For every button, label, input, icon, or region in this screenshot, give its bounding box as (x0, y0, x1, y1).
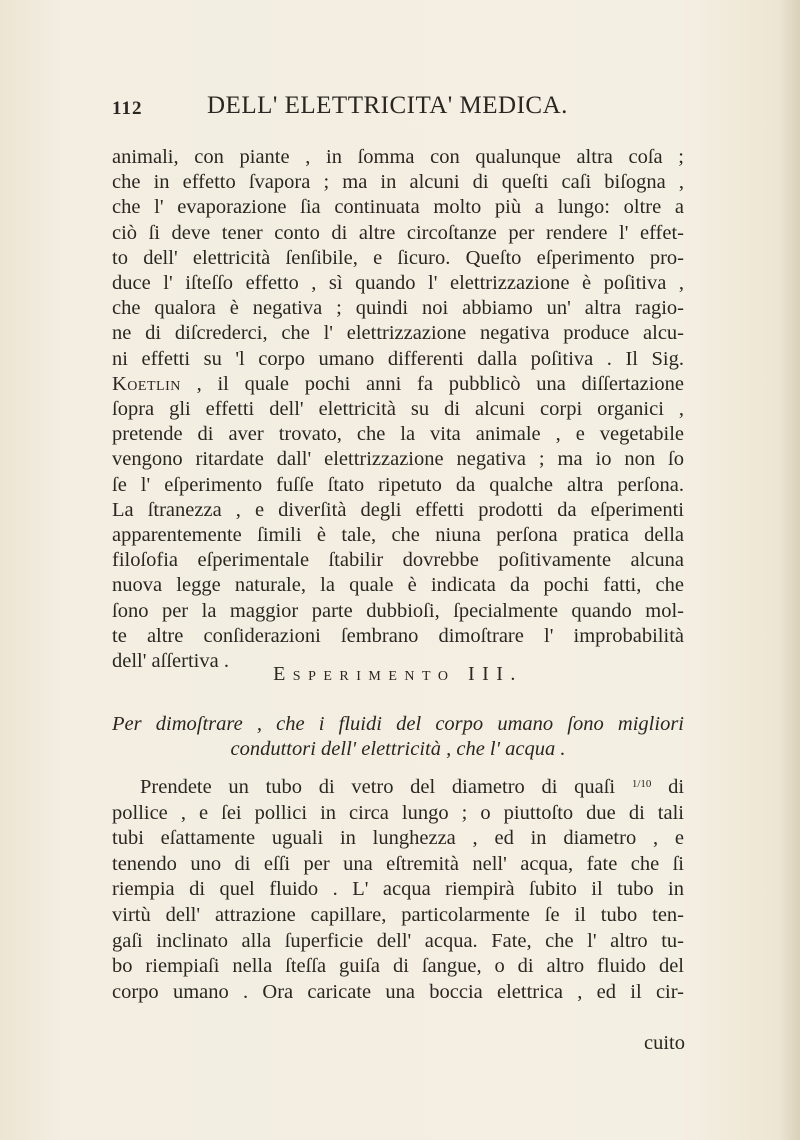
text-line: che l' evaporazione ſia continuata molto più a lungo: oltre a (112, 196, 684, 219)
text-line: bo riempiaſi nella ſteſſa guiſa di ſangue, o di altro fluido del (112, 955, 684, 978)
catchword: cuito (644, 1032, 685, 1054)
text-line: che in effetto ſvapora ; ma in alcuni di queſti caſi biſogna , (112, 171, 684, 194)
text-fragment: Prendete un tubo di vetro del diametro di quaſi (140, 776, 616, 798)
text-line: tubi eſattamente uguali in lunghezza , ed in diametro , e (112, 827, 684, 850)
text-line: gaſi inclinato alla ſuperficie dell' acqua. Fate, che l' altro tu- (112, 929, 684, 952)
text-line: ciò ſi deve tener conto di altre circoſtanze per rendere l' effet- (112, 221, 684, 244)
section-title: Esperimento III. (273, 663, 523, 685)
section-subtitle (112, 712, 684, 762)
text-line: pretende di aver trovato, che la vita animale , e vegetabile (112, 423, 684, 446)
text-line (112, 372, 684, 397)
text-line: vengono ritardate dall' elettrizzazione negativa ; ma io non ſo (112, 448, 684, 471)
text-fragment: di (668, 776, 685, 798)
text-line: filoſofia eſperimentale ſtabilir dovrebbe poſitivamente alcuna (112, 549, 684, 572)
text-line: corpo umano . Ora caricate una boccia elettrica , ed il cir- (112, 980, 684, 1003)
page-number: 112 (112, 98, 143, 119)
text-line: ſono per la maggior parte dubbioſi, ſpecialmente quando mol- (112, 599, 684, 622)
text-fragment: , il quale pochi anni fa pubblicò una diſſertazione (180, 372, 684, 395)
text-line (112, 772, 684, 801)
running-head: DELL' ELETTRICITA' MEDICA. (207, 92, 568, 119)
text-line: ſopra gli effetti dell' elettricità su di alcuni corpi organici , (112, 398, 684, 421)
text-line: animali, con piante , in ſomma con qualunque altra coſa ; (112, 146, 684, 168)
text-line: ne di diſcrederci, che l' elettrizzazione negativa produce alcu- (112, 322, 684, 345)
paragraph-1 (112, 145, 684, 674)
text-line: apparentemente ſimili è tale, che niuna perſona pratica della (112, 524, 684, 547)
text-line: to dell' elettricità ſenſibile, e ſicuro. Queſto eſperimento pro- (112, 246, 684, 269)
text-line: pollice , e ſei pollici in circa lungo ; o piuttoſto due di tali (112, 801, 684, 824)
page-header (112, 92, 682, 126)
text-line: ſe l' eſperimento fuſſe ſtato ripetuto da qualche altra perſona. (112, 473, 684, 496)
text-line: virtù dell' attrazione capillare, particolarmente ſe il tubo ten- (112, 903, 684, 926)
page-edge-shadow (778, 0, 800, 1140)
text-line: duce l' iſteſſo effetto , sì quando l' elettrizzazione è poſitiva , (112, 272, 684, 295)
fraction: 1/10 (631, 778, 652, 790)
subtitle-line: Per dimoſtrare , che i fluidi del corpo umano ſono migliori (112, 713, 684, 735)
author-name: Koetlin (112, 372, 181, 395)
text-line: ni effetti su 'l corpo umano differenti dalla poſitiva . Il Sig. (112, 347, 684, 370)
text-line: tenendo uno di eſſi per una eſtremità nell' acqua, fate che ſi (112, 852, 684, 875)
text-line: che qualora è negativa ; quindi noi abbiamo un' altra ragio- (112, 297, 684, 320)
text-line: nuova legge naturale, la quale è indicata da pochi fatti, che (112, 574, 684, 597)
text-line: riempia di quel fluido . L' acqua riempirà ſubito il tubo in (112, 878, 684, 901)
subtitle-line: conduttori dell' elettricità , che l' acqua . (230, 738, 566, 760)
text-line: te altre conſiderazioni ſembrano dimoſtrare l' improbabilità (112, 624, 684, 647)
paragraph-2 (112, 772, 684, 1005)
text-line: dell' aſſertiva . (112, 650, 229, 673)
text-line: La ſtranezza , e diverſità degli effetti prodotti da eſperimenti (112, 498, 684, 521)
